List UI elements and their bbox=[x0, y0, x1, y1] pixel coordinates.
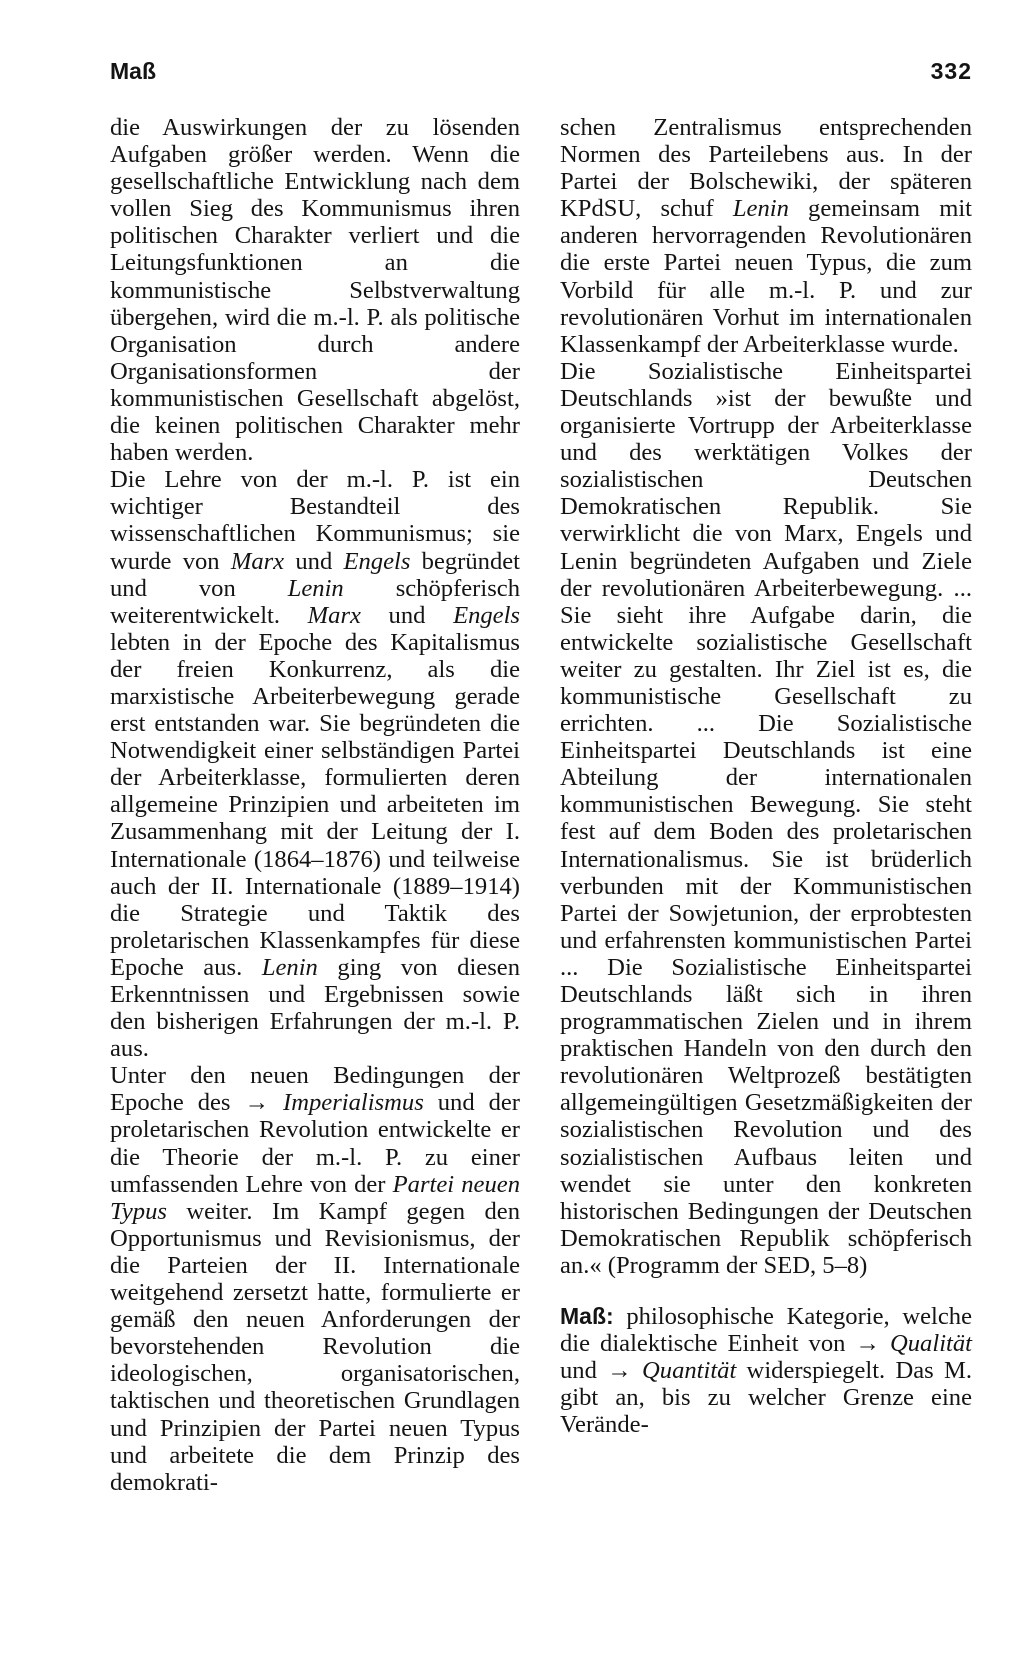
dictionary-entry bbox=[560, 1303, 972, 1438]
term-reference: Partei neuen Typus bbox=[110, 1170, 520, 1225]
name-reference: Engels bbox=[453, 601, 520, 629]
cross-reference-arrow-icon: → bbox=[855, 1330, 880, 1358]
paragraph bbox=[560, 114, 972, 358]
text-run: widerspiegelt. Das M. gibt an, bis zu welcher Grenze eine Verände- bbox=[560, 1357, 972, 1439]
text-run: und der proletarischen Revolution entwickelte er die Theorie der m.-l. P. zu einer umfassenden Lehre von der bbox=[110, 1089, 520, 1198]
text-run: philosophische Kategorie, welche die dialektische Einheit von bbox=[560, 1303, 972, 1358]
page-number: 332 bbox=[930, 58, 972, 84]
text-run: begründet und von bbox=[110, 547, 520, 602]
paragraph: die Auswirkungen der zu lösenden Aufgaben größer werden. Wenn die gesellschaftliche Entwicklung nach dem vollen Sieg des Kommunismus ihren politischen Charakter verliert und die Leitungsfunktionen an die kommunistische Selbstverwaltung übergehen, wird die m.-l. P. als politische Organisation durch andere Organisationsformen der kommunistischen Gesellschaft abgelöst, die keinen politischen Charakter mehr haben werden. bbox=[110, 114, 520, 467]
cross-reference-arrow-icon: → bbox=[607, 1357, 632, 1385]
text-run: und bbox=[560, 1357, 608, 1385]
running-head-keyword: Maß bbox=[110, 58, 156, 84]
right-column bbox=[560, 114, 972, 1439]
name-reference: Lenin bbox=[287, 574, 344, 602]
name-reference: Engels bbox=[343, 547, 411, 575]
text-run: schöpferisch weiterentwickelt. bbox=[110, 574, 520, 629]
name-reference: Lenin bbox=[732, 195, 789, 223]
text-run: und bbox=[284, 547, 344, 575]
cross-reference-link[interactable]: Quantität bbox=[642, 1357, 737, 1385]
paragraph bbox=[110, 1062, 520, 1496]
text-run: und bbox=[360, 601, 454, 629]
text-run: gemeinsam mit anderen hervorragenden Revolutionären die erste Partei neuen Typus, die zum Vorbild für alle m.-l. P. und zur revolutionären Vorhut im internationalen Klassenkampf der Arbeiterklasse wurde. bbox=[560, 195, 972, 358]
quotation-paragraph: Die Sozialistische Einheitspartei Deutschlands »ist der bewußte und organisierte Vortrupp der Arbeiterklasse und des werktätigen Volkes der sozialistischen Deutschen Demokratischen Republik. Sie verwirklicht die von Marx, Engels und Lenin begründeten Aufgaben und Ziele der revolutionären Arbeiterbewegung. ... Sie sieht ihre Aufgabe darin, die entwickelte sozialistische Gesellschaft weiter zu gestalten. Ihr Ziel ist es, die kommunistische Gesellschaft zu errichten. ... Die Sozialistische Einheitspartei Deutschlands ist eine Abteilung der internationalen kommunistischen Bewegung. Sie steht fest auf dem Boden des proletarischen Internationalismus. Sie ist brüderlich verbunden mit der Kommunistischen Partei der Sowjetunion, der erprobtesten und erfahrensten kommunistischen Partei ... Die Sozialistische Einheitspartei Deutschlands läßt sich in ihren programmatischen Zielen und in ihrem praktischen Handeln von den durch den revolutionären Weltprozeß bestätigten allgemeingültigen Gesetzmäßigkeiten der sozialistischen Revolution und des sozialistischen Aufbaus leiten und wendet sie unter den konkreten historischen Bedingungen der Deutschen Demokratischen Republik schöpferisch an.« (Programm der SED, 5–8) bbox=[560, 357, 972, 1279]
cross-reference-arrow-icon: → bbox=[244, 1089, 270, 1117]
name-reference: Marx bbox=[307, 601, 361, 629]
paragraph bbox=[110, 466, 520, 1062]
cross-reference-link[interactable]: Qualität bbox=[890, 1330, 972, 1358]
name-reference: Lenin bbox=[261, 953, 318, 981]
entry-keyword: Maß: bbox=[560, 1303, 614, 1330]
page-header bbox=[110, 58, 972, 92]
text-run: Die Lehre von der m.-l. P. ist ein wichtiger Bestandteil des wissenschaftlichen Kommunismus; sie wurde von bbox=[110, 466, 520, 575]
cross-reference-link[interactable]: Imperialismus bbox=[283, 1089, 424, 1117]
left-column bbox=[110, 114, 520, 1496]
text-run: lebten in der Epoche des Kapitalismus der freien Konkurrenz, als die marxistische Arbeiterbewegung gerade erst entstanden war. Sie begründeten die Notwendigkeit einer selbständigen Partei der Arbeiterklasse, formulierten deren allgemeine Prinzipien und arbeiteten im Zusammenhang mit der Leitung der I. Internationale (1864–1876) und teilweise auch der II. Internationale (1889–1914) die Strategie und Taktik des proletarischen Klassenkampfes für diese Epoche aus. bbox=[110, 628, 520, 981]
text-run: ging von diesen Erkenntnissen und Ergebnissen sowie den bisherigen Erfahrungen der m.-l. P. aus. bbox=[110, 953, 520, 1063]
name-reference: Marx bbox=[230, 547, 285, 575]
text-run: schen Zentralismus entsprechenden Normen des Parteilebens aus. In der Partei der Bolschewiki, der späteren KPdSU, schuf bbox=[560, 114, 972, 223]
text-run: weiter. Im Kampf gegen den Opportunismus und Revisionismus, der die Parteien der II. Internationale weitgehend zersetzt hatte, formulierte er gemäß den neuen Anforderungen der bevorstehenden Revolution die ideologischen, organisatorischen, taktischen und theoretischen Grundlagen und Prinzipien der Partei neuen Typus und arbeitete die dem Prinzip des demokrati- bbox=[110, 1197, 520, 1496]
text-run: Unter den neuen Bedingungen der Epoche des bbox=[110, 1062, 520, 1117]
